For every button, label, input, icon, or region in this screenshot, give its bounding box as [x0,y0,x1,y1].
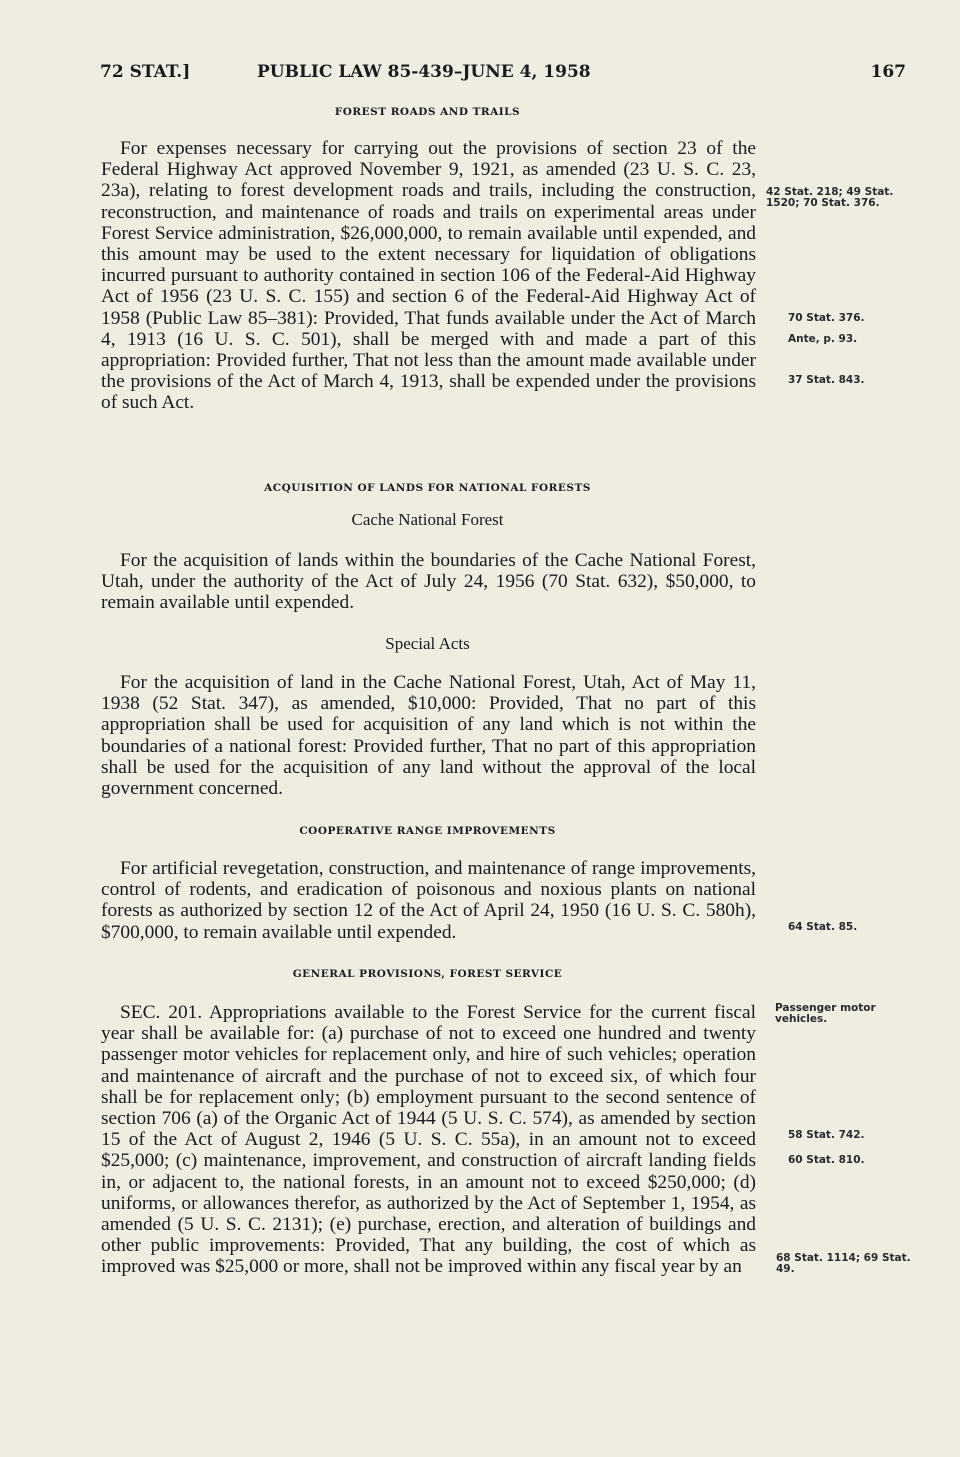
heading-range-improvements: COOPERATIVE RANGE IMPROVEMENTS [299,825,556,837]
margin-note: Ante, p. 93. [788,333,858,345]
header-volume: 72 STAT.] [100,62,191,82]
margin-note: 64 Stat. 85. [788,921,858,933]
paragraph-general-provisions: SEC. 201. Appropriations available to the Forest Service for the current fiscal year shall be available for: (a) purchase of not to exceed one hundred and twenty passenger motor vehicles for replacement only, and hire of such vehicles; operation and maintenance of aircraft and the purchase of not to exceed six, of which four shall be for replacement only; (b) employment pursuant to the second sentence of section 706 (a) of the Organic Act of 1944 (5 U. S. C. 574), as amended by section 15 of the Act of August 2, 1946 (5 U. S. C. 55a), in an amount not to exceed $25,000; (c) maintenance, improvement, and construction of aircraft landing fields in, or adjacent to, the national forests, in an amount not to exceed $250,000; (d) uniforms, or allowances therefor, as authorized by the Act of September 1, 1954, as amended (5 U. S. C. 2131); (e) purchase, erection, and alteration of buildings and other public improvements: Provided, That any building, the cost of which as improved was $25,000 or more, shall not be improved within any fiscal year by an [101,1002,756,1278]
margin-note: Passenger motor vehicles. [775,1002,876,1025]
paragraph-range-improvements: For artificial revegetation, construction, and maintenance of range improvements, control of rodents, and eradication of poisonous and noxious plants on national forests as authorized by section 12 of the Act of April 24, 1950 (16 U. S. C. 580h), $700,000, to remain available until expended. [101,858,756,943]
page-number: 167 [870,62,906,82]
heading-forest-roads: FOREST ROADS AND TRAILS [334,106,521,118]
heading-general-provisions: GENERAL PROVISIONS, FOREST SERVICE [292,968,563,980]
margin-note: 70 Stat. 376. [788,312,865,324]
paragraph-special-acts: For the acquisition of land in the Cache National Forest, Utah, Act of May 11, 1938 (52 Stat. 347), as amended, $10,000: Provided, That no part of this appropriation shall be used for acquisition of any land which is not within the boundaries of a national forest: Provided further, That no part of this appropriation shall be used for the acquisition of any land without the approval of the local government concerned. [101,672,756,800]
heading-acquisition: ACQUISITION OF LANDS FOR NATIONAL FORESTS [264,482,591,494]
paragraph-forest-roads: For expenses necessary for carrying out the provisions of section 23 of the Federal Highway Act approved November 9, 1921, as amended (23 U. S. C. 23, 23a), relating to forest development roads and trails, including the construction, reconstruction, and maintenance of roads and trails on experimental areas under Forest Service administration, $26,000,000, to remain available until expended, and this amount may be used to the extent necessary for liquidation of obligations incurred pursuant to authority contained in section 106 of the Federal-Aid Highway Act of 1956 (23 U. S. C. 155) and section 6 of the Federal-Aid Highway Act of 1958 (Public Law 85–381): Provided, That funds available under the Act of March 4, 1913 (16 U. S. C. 501), shall be merged with and made a part of this appropriation: Provided further, That not less than the amount made available under the provisions of the Act of March 4, 1913, shall be expended under the provisions of such Act. [101,138,756,414]
margin-note: 68 Stat. 1114; 69 Stat. 49. [776,1252,911,1275]
paragraph-acquisition: For the acquisition of lands within the boundaries of the Cache National Forest, Utah, under the authority of the Act of July 24, 1956 (70 Stat. 632), $50,000, to remain available until expended. [101,550,756,614]
page-header [100,62,906,86]
margin-note: 37 Stat. 843. [788,374,865,386]
subheading-special-acts: Special Acts [385,634,470,653]
header-title: PUBLIC LAW 85-439–JUNE 4, 1958 [257,62,591,82]
subheading-cache-national-forest: Cache National Forest [351,510,504,529]
margin-note: 42 Stat. 218; 49 Stat. 1520; 70 Stat. 376. [766,186,894,209]
margin-note: 60 Stat. 810. [788,1154,865,1166]
margin-note: 58 Stat. 742. [788,1129,865,1141]
